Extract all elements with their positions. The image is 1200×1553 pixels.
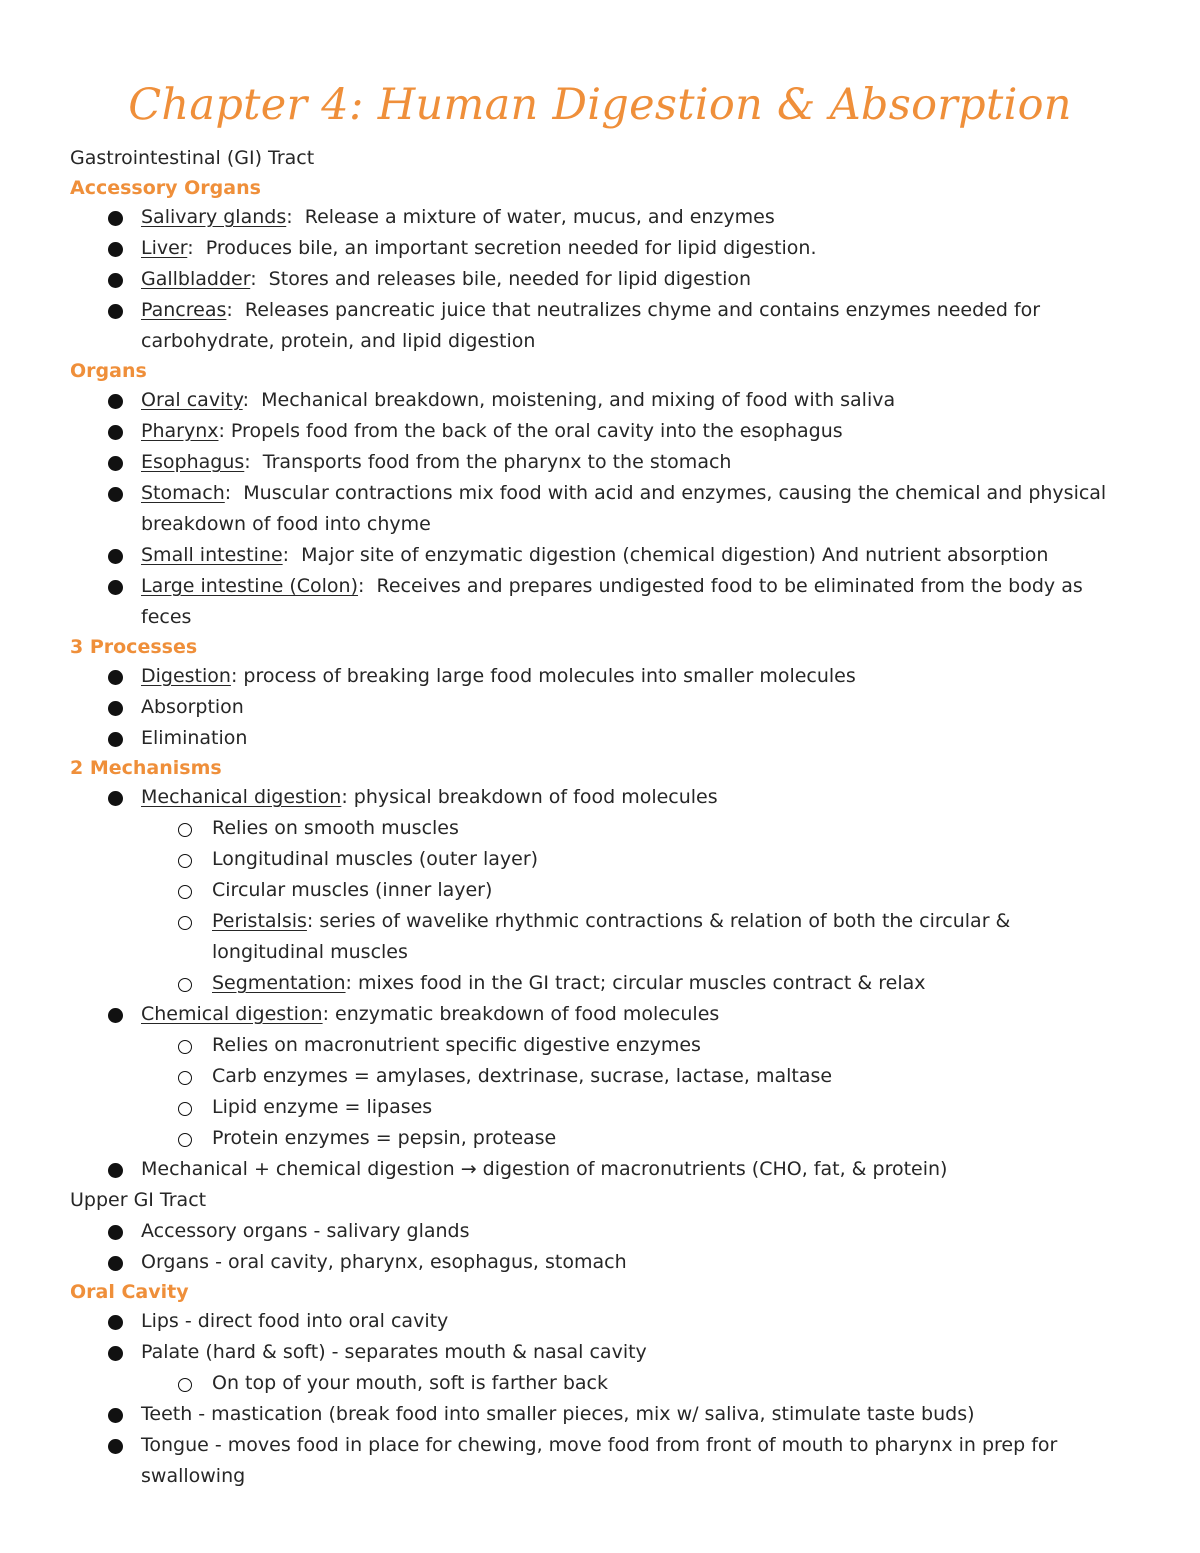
- bullet-dot-icon: [108, 732, 123, 747]
- line-text: : Releases pancreatic juice that neutralizes chyme and contains enzymes needed for: [226, 299, 1041, 321]
- line-text: 3 Processes: [70, 636, 198, 658]
- bullet-dot-icon: [108, 580, 123, 595]
- list-item: [70, 1216, 1130, 1247]
- list-item: [70, 1306, 1130, 1337]
- sub-list-item: [70, 1123, 1130, 1154]
- line-text: Accessory organs - salivary glands: [141, 1220, 470, 1242]
- bullet-dot-icon: [108, 425, 123, 440]
- bullet-ring-icon: [178, 854, 192, 868]
- bullet-dot-icon: [108, 487, 123, 502]
- sub-list-item: [70, 1061, 1130, 1092]
- line-text: Circular muscles (inner layer): [212, 879, 493, 901]
- line-text: Lips - direct food into oral cavity: [141, 1310, 449, 1332]
- line-text: Absorption: [141, 696, 244, 718]
- line-text: Organs - oral cavity, pharynx, esophagus, stomach: [141, 1251, 627, 1273]
- page-title: Chapter 4: Human Digestion & Absorption: [128, 80, 1072, 130]
- section-heading: [70, 754, 1130, 782]
- list-item: [70, 540, 1130, 571]
- bullet-ring-icon: [178, 1071, 192, 1085]
- term: Gallbladder: [141, 268, 251, 290]
- line-text: Accessory Organs: [70, 177, 261, 199]
- bullet-dot-icon: [108, 1408, 123, 1423]
- bullet-ring-icon: [178, 978, 192, 992]
- line-text: : Mechanical breakdown, moistening, and mixing of food with saliva: [242, 389, 896, 411]
- line-text: Teeth - mastication (break food into smaller pieces, mix w/ saliva, stimulate taste buds): [141, 1403, 975, 1425]
- term: Salivary glands: [141, 206, 287, 228]
- bullet-dot-icon: [108, 549, 123, 564]
- list-item: [70, 233, 1130, 264]
- bullet-dot-icon: [108, 394, 123, 409]
- bullet-dot-icon: [108, 1439, 123, 1454]
- section-label: [70, 143, 1130, 174]
- sub-list-item: [70, 1092, 1130, 1123]
- line-text: Oral Cavity: [70, 1281, 189, 1303]
- bullet-dot-icon: [108, 701, 123, 716]
- bullet-ring-icon: [178, 885, 192, 899]
- term: Liver: [141, 237, 188, 259]
- line-text: Palate (hard & soft) - separates mouth & nasal cavity: [141, 1341, 647, 1363]
- term: Segmentation: [212, 972, 346, 994]
- line-text: Upper GI Tract: [70, 1189, 207, 1211]
- line-text: : Receives and prepares undigested food to be eliminated from the body as: [358, 575, 1083, 597]
- bullet-dot-icon: [108, 670, 123, 685]
- list-item: [70, 782, 1130, 813]
- sub-list-item: [70, 875, 1130, 906]
- line-text: : process of breaking large food molecules into smaller molecules: [230, 665, 856, 687]
- term: Chemical digestion: [141, 1003, 323, 1025]
- line-text: Gastrointestinal (GI) Tract: [70, 147, 315, 169]
- list-item-continuation: [70, 509, 1130, 540]
- list-item: [70, 723, 1130, 754]
- bullet-ring-icon: [178, 823, 192, 837]
- bullet-dot-icon: [108, 1225, 123, 1240]
- list-item-continuation: [70, 602, 1130, 633]
- line-text: Elimination: [141, 727, 248, 749]
- list-item: [70, 447, 1130, 478]
- bullet-dot-icon: [108, 304, 123, 319]
- line-text: 2 Mechanisms: [70, 757, 222, 779]
- bullet-dot-icon: [108, 791, 123, 806]
- list-item-continuation: [70, 326, 1130, 357]
- line-text: : series of wavelike rhythmic contractions & relation of both the circular &: [306, 910, 1011, 932]
- term: Stomach: [141, 482, 225, 504]
- line-text: : Major site of enzymatic digestion (chemical digestion) And nutrient absorption: [282, 544, 1049, 566]
- list-item: [70, 1399, 1130, 1430]
- line-text: Carb enzymes = amylases, dextrinase, sucrase, lactase, maltase: [212, 1065, 833, 1087]
- line-text: : Muscular contractions mix food with acid and enzymes, causing the chemical and physical: [224, 482, 1107, 504]
- line-text: Mechanical + chemical digestion → digestion of macronutrients (CHO, fat, & protein): [141, 1158, 948, 1180]
- term: Esophagus: [141, 451, 245, 473]
- list-item: [70, 295, 1130, 326]
- line-text: feces: [141, 606, 192, 628]
- line-text: swallowing: [141, 1465, 246, 1487]
- bullet-ring-icon: [178, 1102, 192, 1116]
- term: Peristalsis: [212, 910, 307, 932]
- list-item: [70, 661, 1130, 692]
- line-text: Lipid enzyme = lipases: [212, 1096, 433, 1118]
- bullet-ring-icon: [178, 1040, 192, 1054]
- list-item: [70, 478, 1130, 509]
- list-item: [70, 1337, 1130, 1368]
- line-text: longitudinal muscles: [212, 941, 408, 963]
- section-heading: [70, 357, 1130, 385]
- term: Large intestine (Colon): [141, 575, 359, 597]
- line-text: : mixes food in the GI tract; circular muscles contract & relax: [345, 972, 926, 994]
- list-item: [70, 385, 1130, 416]
- list-item-continuation: [70, 1461, 1130, 1492]
- bullet-dot-icon: [108, 1346, 123, 1361]
- section-heading: [70, 633, 1130, 661]
- line-text: Longitudinal muscles (outer layer): [212, 848, 539, 870]
- list-item: [70, 1154, 1130, 1185]
- sub-list-item-continuation: [70, 937, 1130, 968]
- line-text: On top of your mouth, soft is farther back: [212, 1372, 608, 1394]
- section-label: [70, 1185, 1130, 1216]
- list-item: [70, 999, 1130, 1030]
- line-text: : Produces bile, an important secretion needed for lipid digestion.: [187, 237, 817, 259]
- bullet-dot-icon: [108, 242, 123, 257]
- line-text: Protein enzymes = pepsin, protease: [212, 1127, 557, 1149]
- sub-list-item: [70, 1030, 1130, 1061]
- list-item: [70, 571, 1130, 602]
- bullet-dot-icon: [108, 1163, 123, 1178]
- list-item: [70, 692, 1130, 723]
- line-text: : Transports food from the pharynx to the stomach: [244, 451, 732, 473]
- bullet-dot-icon: [108, 1256, 123, 1271]
- bullet-dot-icon: [108, 456, 123, 471]
- bullet-dot-icon: [108, 273, 123, 288]
- line-text: breakdown of food into chyme: [141, 513, 431, 535]
- bullet-dot-icon: [108, 1315, 123, 1330]
- list-item: [70, 264, 1130, 295]
- term: Pancreas: [141, 299, 227, 321]
- sub-list-item: [70, 813, 1130, 844]
- line-text: : enzymatic breakdown of food molecules: [322, 1003, 720, 1025]
- term: Pharynx: [141, 420, 219, 442]
- sub-list-item: [70, 906, 1130, 937]
- line-text: carbohydrate, protein, and lipid digestion: [141, 330, 536, 352]
- term: Digestion: [141, 665, 231, 687]
- bullet-ring-icon: [178, 1378, 192, 1392]
- sub-list-item: [70, 968, 1130, 999]
- list-item: [70, 1430, 1130, 1461]
- sub-list-item: [70, 844, 1130, 875]
- notes-body: [70, 143, 1130, 1492]
- line-text: : Release a mixture of water, mucus, and enzymes: [286, 206, 775, 228]
- line-text: : physical breakdown of food molecules: [341, 786, 718, 808]
- term: Mechanical digestion: [141, 786, 342, 808]
- list-item: [70, 202, 1130, 233]
- bullet-dot-icon: [108, 211, 123, 226]
- list-item: [70, 1247, 1130, 1278]
- section-heading: [70, 1278, 1130, 1306]
- line-text: Organs: [70, 360, 147, 382]
- term: Small intestine: [141, 544, 283, 566]
- bullet-ring-icon: [178, 916, 192, 930]
- list-item: [70, 416, 1130, 447]
- term: Oral cavity: [141, 389, 243, 411]
- line-text: Tongue - moves food in place for chewing, move food from front of mouth to pharynx in prep for: [141, 1434, 1058, 1456]
- bullet-ring-icon: [178, 1133, 192, 1147]
- line-text: : Stores and releases bile, needed for lipid digestion: [250, 268, 752, 290]
- section-heading: [70, 174, 1130, 202]
- line-text: Relies on macronutrient specific digestive enzymes: [212, 1034, 701, 1056]
- bullet-dot-icon: [108, 1008, 123, 1023]
- line-text: : Propels food from the back of the oral cavity into the esophagus: [218, 420, 843, 442]
- line-text: Relies on smooth muscles: [212, 817, 459, 839]
- sub-list-item: [70, 1368, 1130, 1399]
